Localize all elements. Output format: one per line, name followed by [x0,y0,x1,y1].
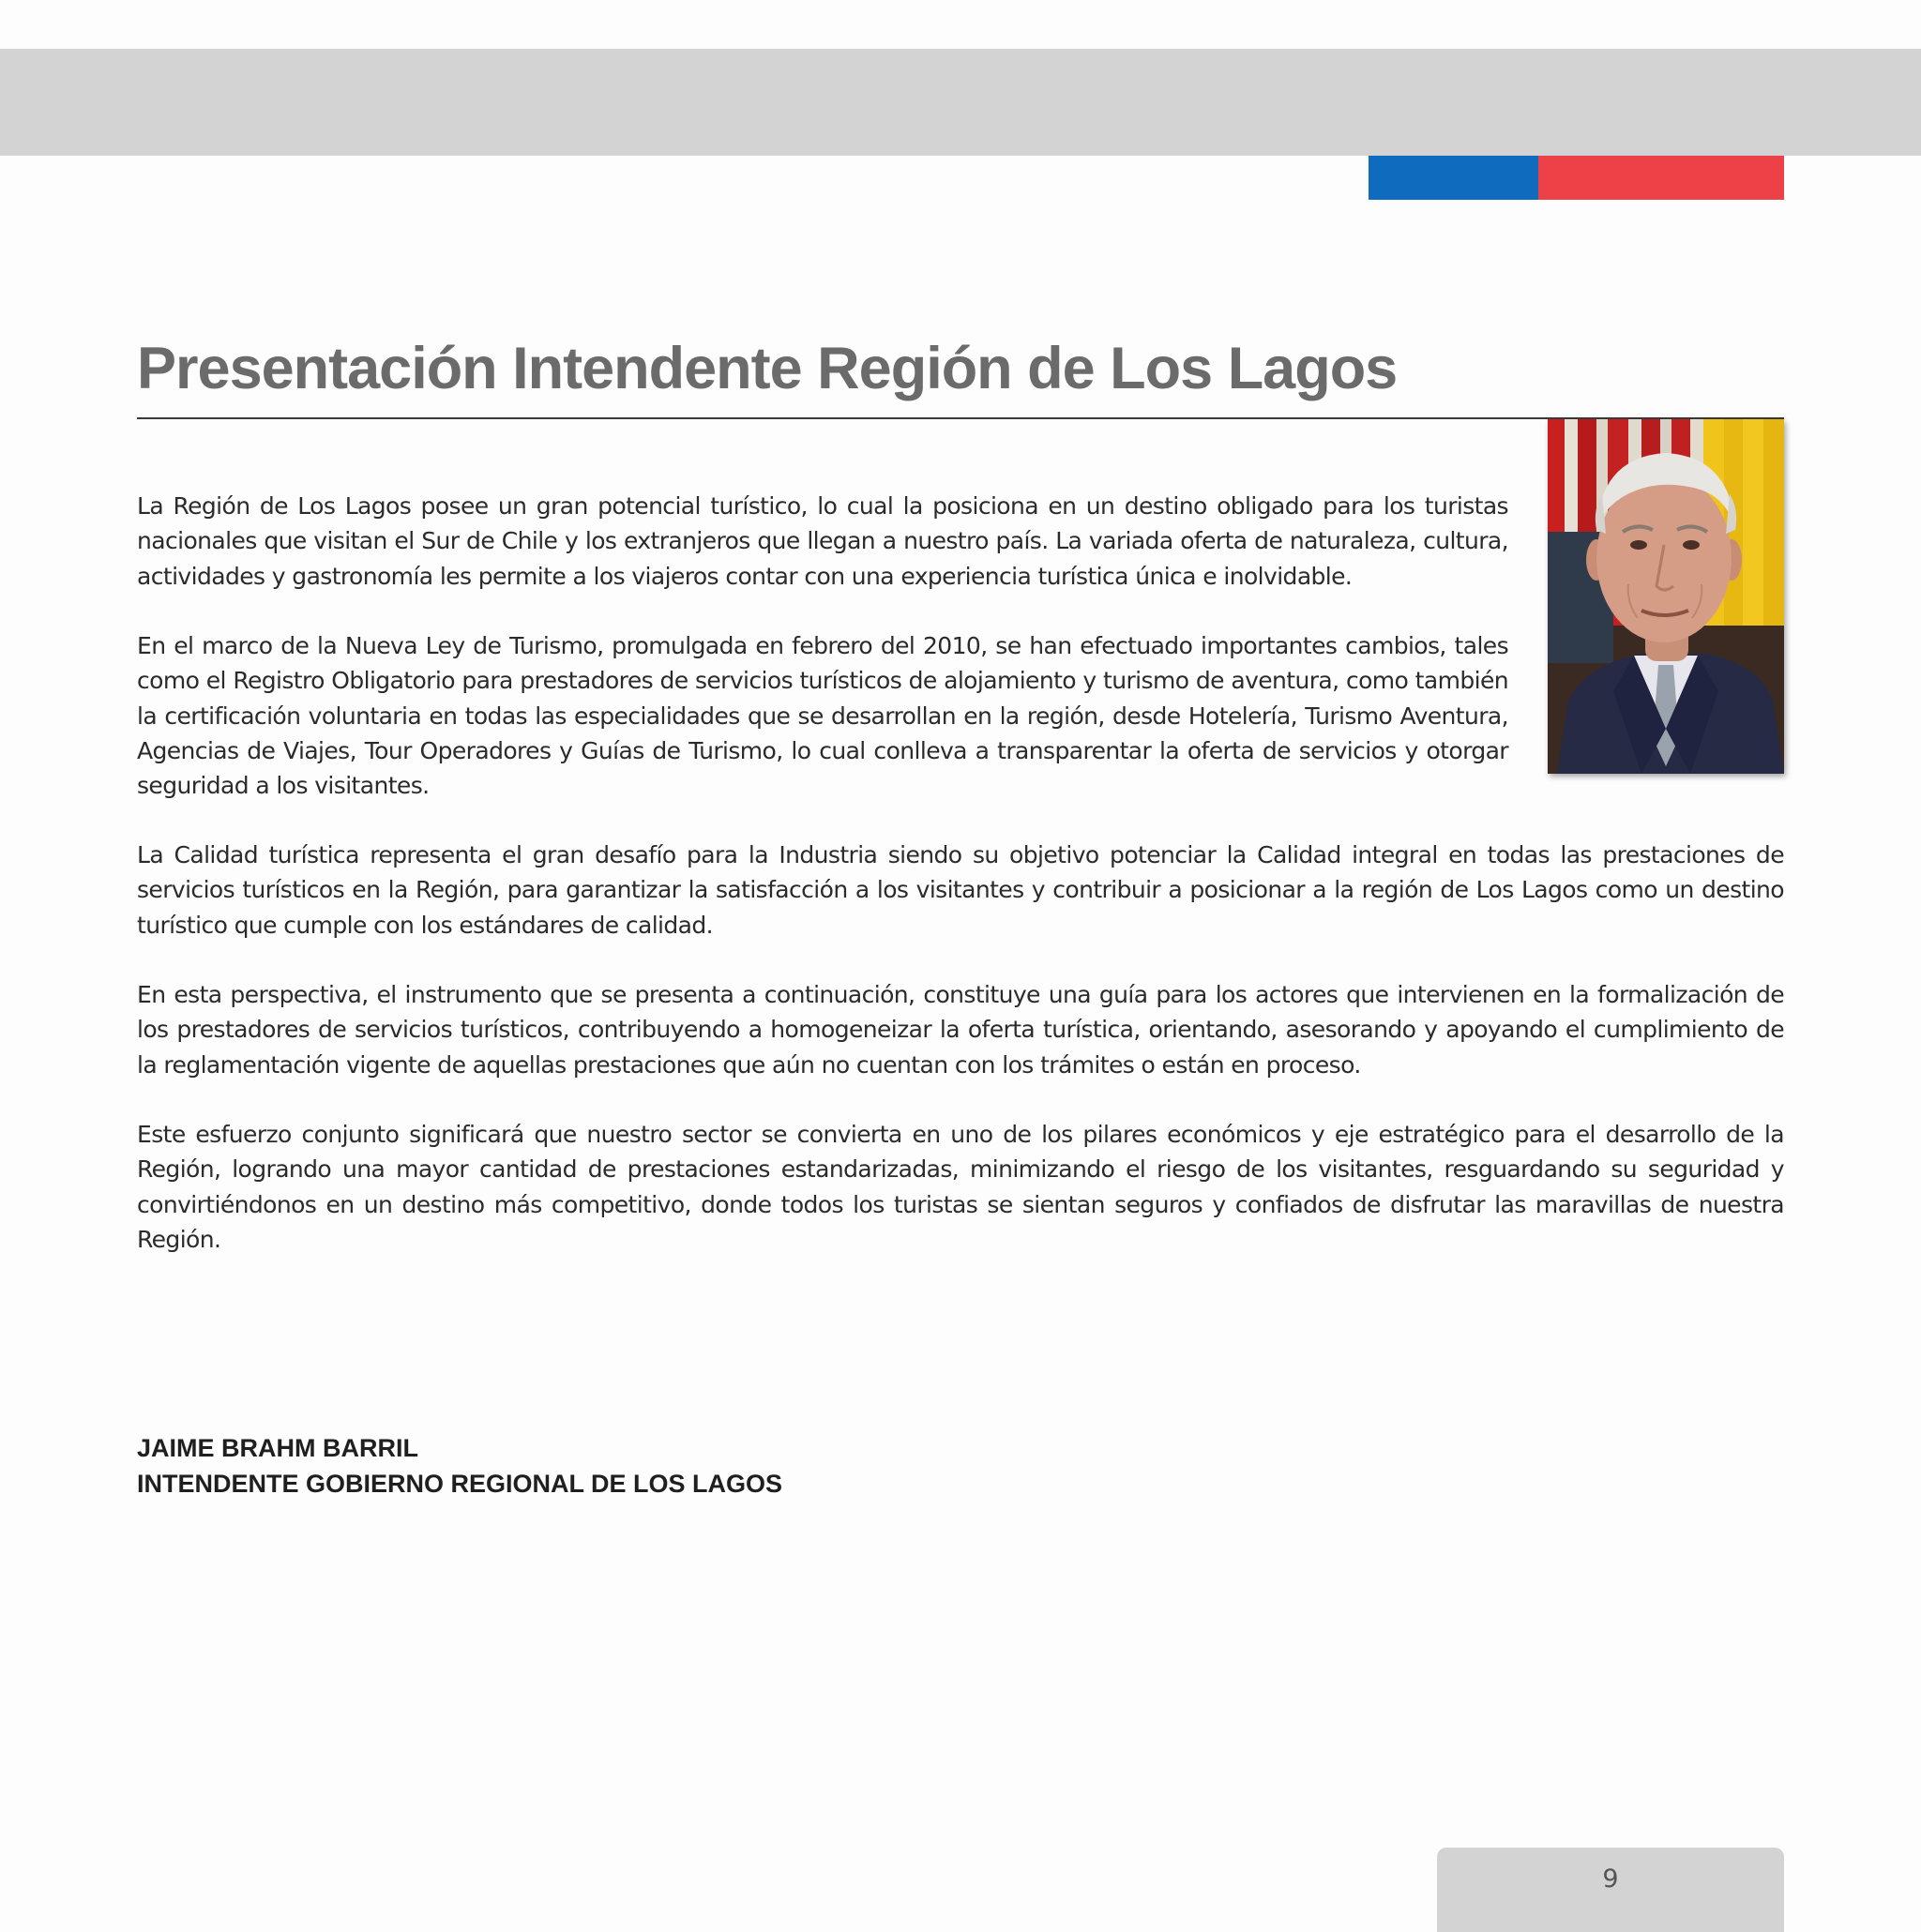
body-paragraph-2: En el marco de la Nueva Ley de Turismo, promulgada en febrero del 2010, se han efectuado importantes cambios, tales como el Registro Obligatorio para prestadores de servicios turísticos de alojamiento y turismo de aventura, como también la certificación voluntaria en todas las especialidades que se desarrollan en la región, desde Hotelería, Turismo Aventura, Agencias de Viajes, Tour Operadores y Guías de Turismo, lo cual conlleva a transparentar la oferta de servicios y otorgar seguridad a los visitantes. [137,632,1508,800]
body-paragraph-5: Este esfuerzo conjunto significará que nuestro sector se convierta en uno de los pilares económicos y eje estratégico para el desarrollo de la Región, logrando una mayor cantidad de prestaciones estandarizadas, minimizando el riesgo de los visitantes, resguardando su seguridad y convirtiéndonos en un destino más competitivo, donde todos los turistas se sientan seguros y confiados de disfrutar las maravillas de nuestra Región. [137,1121,1784,1253]
body-paragraph-3: La Calidad turística representa el gran desafío para la Industria siendo su objetivo potenciar la Calidad integral en todas las prestaciones de servicios turísticos en la Región, para garantizar la satisfacción a los visitantes y contribuir a posicionar a la región de Los Lagos como un destino turístico que cumple con los estándares de calidad. [137,841,1784,939]
portrait-photo [1548,419,1784,774]
signatory-role: INTENDENTE GOBIERNO REGIONAL DE LOS LAGOS [137,1470,783,1498]
page-number: 9 [1602,1864,1619,1894]
page-number-tab [1437,1848,1784,1932]
header-band [0,49,1921,156]
flag-stripe-red [1538,156,1784,200]
title-divider [137,417,1784,419]
body-paragraph-4: En esta perspectiva, el instrumento que se presenta a continuación, constituye una guía para los actores que intervienen en la formalización de los prestadores de servicios turísticos, contribuyendo a homogeneizar la oferta turística, orientando, asesorando y apoyando el cumplimiento de la reglamentación vigente de aquellas prestaciones que aún no cuentan con los trámites o están en proceso. [137,981,1784,1079]
signature-block [137,1430,782,1502]
flag-stripe-blue [1369,156,1538,200]
page-title: Presentación Intendente Región de Los Lagos [137,336,1398,401]
signatory-name: JAIME BRAHM BARRIL [137,1434,418,1462]
body-paragraph-1: La Región de Los Lagos posee un gran potencial turístico, lo cual la posiciona en un destino obligado para los turistas nacionales que visitan el Sur de Chile y los extranjeros que llegan a nuestro país. La variada oferta de naturaleza, cultura, actividades y gastronomía les permite a los viajeros contar con una experiencia turística única e inolvidable. [137,492,1508,590]
